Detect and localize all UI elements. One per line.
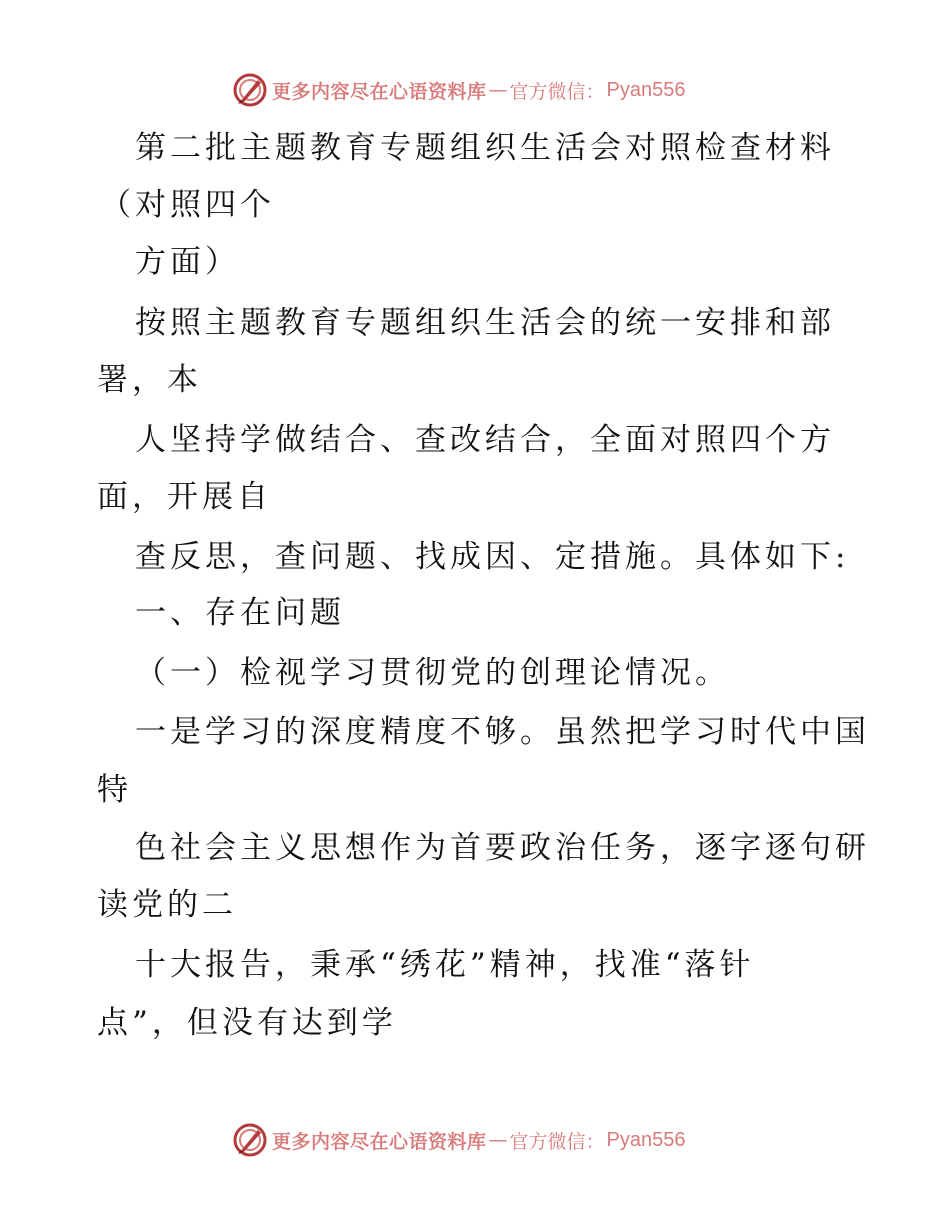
watermark-wechat-label: 官方微信： bbox=[509, 1130, 605, 1153]
paragraph-line: 人坚持学做结合、查改结合，全面对照四个方 bbox=[135, 422, 835, 458]
watermark-wechat-id: Pyan556 bbox=[606, 1128, 686, 1151]
watermark-wechat-label: 官方微信： bbox=[509, 80, 605, 103]
document-title-line-2: （对照四个 bbox=[100, 187, 275, 223]
watermark-text: 更多内容尽在心语资料库 bbox=[272, 80, 487, 103]
paragraph-line: 十大报告，秉承“绣花”精神，找准“落针 bbox=[135, 947, 755, 983]
quill-pen-logo-icon bbox=[232, 72, 268, 108]
section-heading: 一、存在问题 bbox=[135, 595, 345, 631]
document-title-line-3: 方面） bbox=[135, 244, 240, 280]
watermark-wechat-id: Pyan556 bbox=[606, 78, 686, 101]
watermark-separator: — bbox=[488, 1129, 508, 1151]
watermark-text: 更多内容尽在心语资料库 bbox=[272, 1130, 487, 1153]
header-watermark bbox=[232, 70, 686, 110]
paragraph-line: 特 bbox=[97, 772, 132, 808]
paragraph-line: 色社会主义思想作为首要政治任务，逐字逐句研 bbox=[135, 830, 870, 866]
footer-watermark bbox=[232, 1120, 686, 1160]
paragraph-line: 署，本 bbox=[97, 362, 202, 398]
paragraph-line: 面，开展自 bbox=[97, 479, 272, 515]
subsection-heading: （一）检视学习贯彻党的创理论情况。 bbox=[135, 655, 730, 691]
watermark-separator: — bbox=[488, 79, 508, 101]
document-title-line-1: 第二批主题教育专题组织生活会对照检查材料 bbox=[135, 130, 835, 166]
quill-pen-logo-icon bbox=[232, 1122, 268, 1158]
paragraph-line: 读党的二 bbox=[97, 887, 237, 923]
paragraph-line: 查反思，查问题、找成因、定措施。具体如下: bbox=[135, 539, 850, 575]
paragraph-line: 一是学习的深度精度不够。虽然把学习时代中国 bbox=[135, 714, 870, 750]
paragraph-line: 点”，但没有达到学 bbox=[97, 1005, 397, 1041]
paragraph-line: 按照主题教育专题组织生活会的统一安排和部 bbox=[135, 305, 835, 341]
